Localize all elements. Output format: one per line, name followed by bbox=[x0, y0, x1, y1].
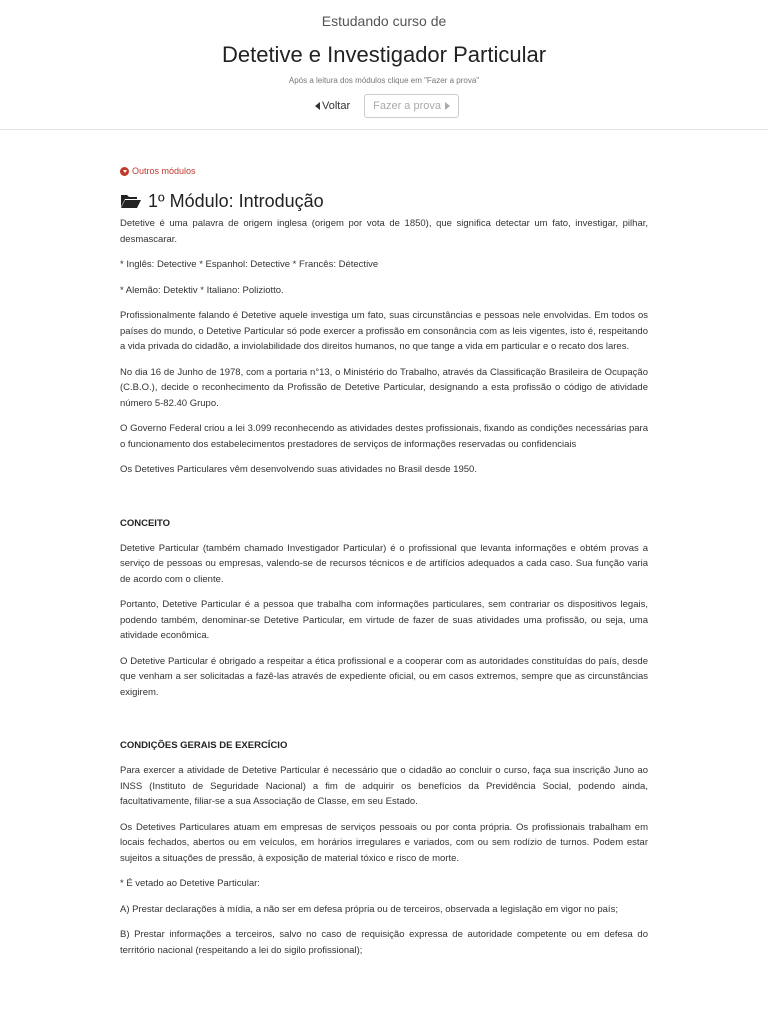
back-button-label: Voltar bbox=[321, 100, 351, 112]
section-heading-condicoes: CONDIÇÕES GERAIS DE EXERCÍCIO bbox=[120, 740, 288, 751]
caret-left-icon bbox=[315, 102, 320, 110]
condicoes-paragraph: A) Prestar declarações à mídia, a não ser em defesa própria ou de terceiros, observada a legislação em vigor no país; bbox=[120, 903, 618, 915]
section-heading-conceito: CONCEITO bbox=[120, 517, 170, 529]
header-nav bbox=[0, 94, 768, 118]
intro-paragraph: Os Detetives Particulares vêm desenvolvendo suas atividades no Brasil desde 1950. bbox=[120, 464, 477, 475]
take-exam-label: Fazer a prova bbox=[373, 100, 441, 112]
course-header bbox=[0, 0, 768, 130]
intro-paragraph: Profissionalmente falando é Detetive aquele investiga um fato, suas circunstâncias e pessoas nele envolvidas. Em todos os países do mundo, o Detetive Particular só pode exercer a profissão em consonância com as leis vigentes, isto é, respeitando a vida privada do cidadão, a inviolabilidade dos direitos humanos, no que tange a vida em particular e o recato dos lares. bbox=[120, 310, 648, 352]
module-content bbox=[0, 166, 768, 958]
module-title: 1º Módulo: Introdução bbox=[148, 191, 324, 211]
conceito-paragraph: Detetive Particular (também chamado Investigador Particular) é o profissional que levanta informações e obtém provas a serviço de pessoas ou empresas, valendo-se de recursos técnicos e de artifícios adequados a cada caso. Sua função varia de acordo com o cliente. bbox=[120, 542, 648, 585]
module-heading bbox=[120, 190, 648, 212]
folder-open-icon bbox=[120, 193, 142, 209]
exam-hint: Após a leitura dos módulos clique em "Fazer a prova" bbox=[288, 76, 480, 85]
course-title: Detetive e Investigador Particular bbox=[221, 42, 547, 67]
course-subtitle: Estudando curso de bbox=[321, 13, 447, 29]
chevron-circle-down-icon bbox=[120, 167, 129, 176]
intro-paragraph: O Governo Federal criou a lei 3.099 reconhecendo as atividades destes profissionais, fixando as condições necessárias para o funcionamento dos estabelecimentos prestadores de serviços de informações reservadas ou confidenciais bbox=[120, 423, 648, 450]
intro-paragraph: Detetive é uma palavra de origem inglesa (origem por vota de 1850), que significa detectar um fato, investigar, pilhar, desmascarar. bbox=[120, 218, 648, 245]
condicoes-paragraph: * É vetado ao Detetive Particular: bbox=[120, 878, 260, 889]
condicoes-paragraph: Os Detetives Particulares atuam em empresas de serviços pessoais ou por conta própria. Os profissionais trabalham em locais fechados, abertos ou em veículos, em horários irregulares e variados, com ou sem rodízio de turnos. Podem estar sujeitos a situações de pressão, à exposição de material tóxico e risco de morte. bbox=[120, 821, 648, 864]
intro-paragraph: No dia 16 de Junho de 1978, com a portaria n°13, o Ministério do Trabalho, através da Classificação Brasileira de Ocupação (C.B.O.), decide o reconhecimento da Profissão de Detetive Particular, designando a esta profissão o código de atividade número 5-82.40 Grupo. bbox=[120, 366, 648, 409]
take-exam-button[interactable] bbox=[364, 94, 459, 118]
intro-paragraph: * Alemão: Detektiv * Italiano: Poliziotto. bbox=[120, 284, 284, 296]
conceito-paragraph: Portanto, Detetive Particular é a pessoa que trabalha com informações particulares, sem contrariar os dispositivos legais, podendo também, denominar-se Detetive Particular, em virtude de fazer de suas atividades uma profissão, ou seja, uma atividade econômica. bbox=[120, 599, 648, 641]
other-modules-label: Outros módulos bbox=[132, 166, 196, 176]
caret-right-icon bbox=[445, 102, 450, 110]
condicoes-paragraph: Para exercer a atividade de Detetive Particular é necessário que o cidadão ao concluir o curso, faça sua inscrição Juno ao INSS (Instituto de Seguridade Nacional) a fim de adquirir os benefícios da Previdência Social, podendo ainda, facultativamente, filiar-se a sua Associação de Classe, em seu Estado. bbox=[120, 765, 648, 807]
condicoes-paragraph: B) Prestar informações a terceiros, salvo no caso de requisição expressa de autoridade competente ou em defesa do território nacional (respeitando a lei do sigilo profissional); bbox=[120, 929, 648, 956]
back-button[interactable] bbox=[309, 96, 356, 116]
intro-paragraph: * Inglês: Detective * Espanhol: Detective * Francês: Détective bbox=[120, 259, 379, 270]
conceito-paragraph: O Detetive Particular é obrigado a respeitar a ética profissional e a cooperar com as autoridades constituídas do país, desde que venham a ser solicitadas a fazê-las através de expediente oficial, ou em casos extremos, sempre que as circunstâncias exigirem. bbox=[120, 655, 648, 698]
other-modules-link[interactable] bbox=[120, 166, 648, 176]
